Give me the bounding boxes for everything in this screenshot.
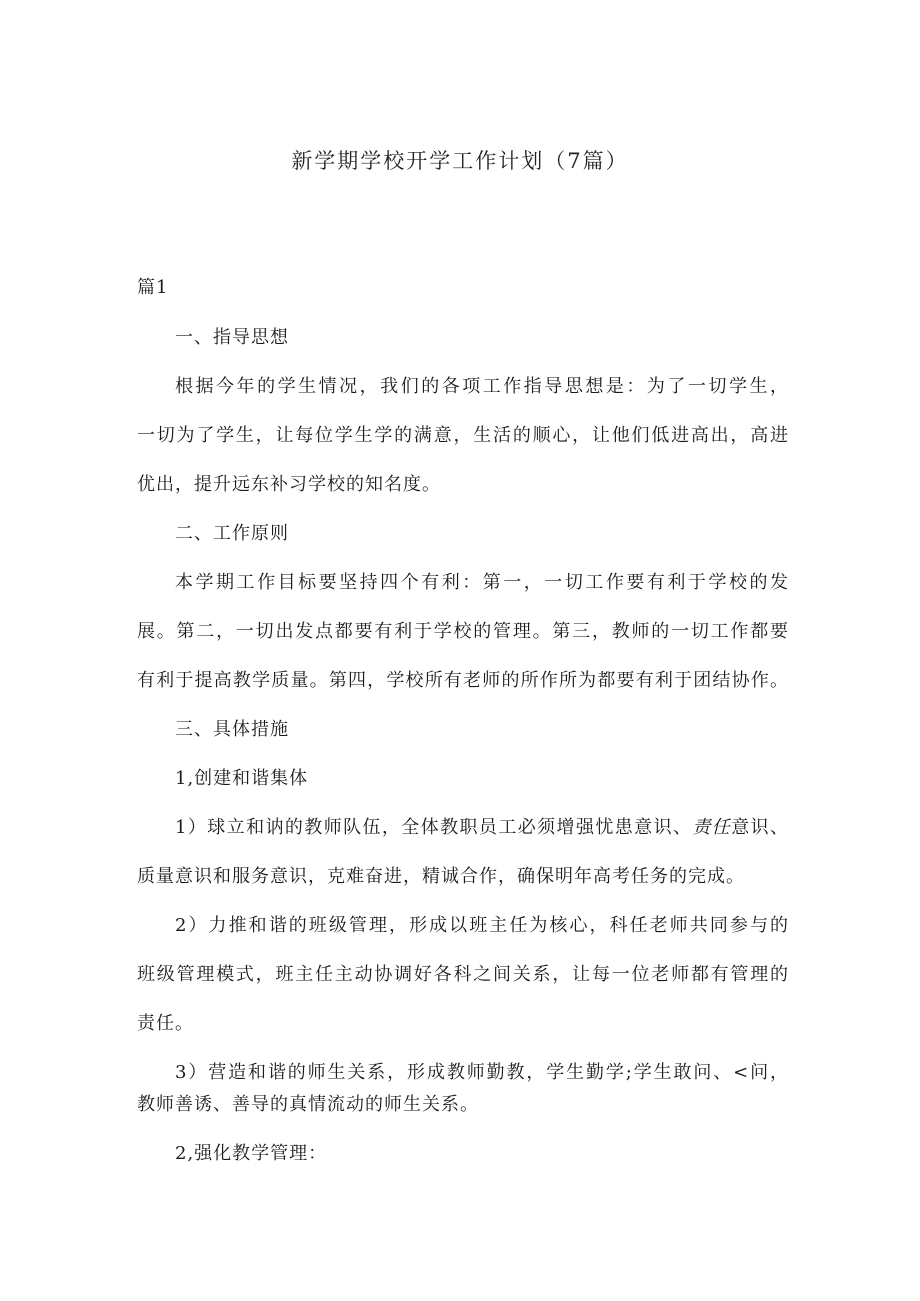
paragraph-line: 一切为了学生，让每位学生学的满意，生活的顺心，让他们低进高出，高进 (137, 425, 789, 446)
heading-specific-measures: 三、具体措施 (175, 719, 289, 740)
paragraph-line: 优出，提升远东补习学校的知名度。 (137, 474, 441, 495)
paragraph-line (175, 813, 789, 839)
paragraph-line: 有利于提高教学质量。第四，学校所有老师的所作所为都要有利于团结协作。 (137, 670, 789, 691)
paragraph-line: 教师善诱、善导的真情流动的师生关系。 (137, 1094, 479, 1115)
heading-work-principles: 二、工作原则 (175, 523, 289, 544)
paragraph-line: 班级管理模式，班主任主动协调好各科之间关系，让每一位老师都有管理的 (137, 964, 789, 985)
paragraph-line: 本学期工作目标要坚持四个有利：第一，一切工作要有利于学校的发 (175, 572, 789, 593)
paragraph-text: 1）球立和讷的教师队伍，全体教职员工必须增强忧患意识、 (175, 817, 693, 838)
paragraph-line: 2）力推和谐的班级管理，形成以班主任为核心，科任老师共同参与的 (175, 915, 789, 936)
subheading-teaching-management: 2,强化教学管理： (175, 1143, 328, 1164)
heading-guiding-ideology: 一、指导思想 (175, 327, 289, 348)
paragraph-line: 责任。 (137, 1013, 194, 1034)
document-title: 新学期学校开学工作计划（7篇） (291, 149, 629, 173)
paragraph-line: 质量意识和服务意识，克难奋进，精诚合作，确保明年高考任务的完成。 (137, 866, 745, 887)
paragraph-line: 3）营造和谐的师生关系，形成教师勤教，学生勤学;学生敢问、<问， (175, 1062, 789, 1083)
paragraph-text: 意识、 (731, 817, 790, 838)
subheading-harmonious-collective: 1,创建和谐集体 (175, 768, 309, 789)
paragraph-line: 根据今年的学生情况，我们的各项工作指导思想是：为了一切学生， (175, 376, 789, 397)
italic-word: 责任 (692, 817, 732, 838)
paragraph-line: 展。第二，一切出发点都要有利于学校的管理。第三，教师的一切工作都要 (137, 621, 789, 642)
section-label: 篇1 (137, 277, 169, 298)
